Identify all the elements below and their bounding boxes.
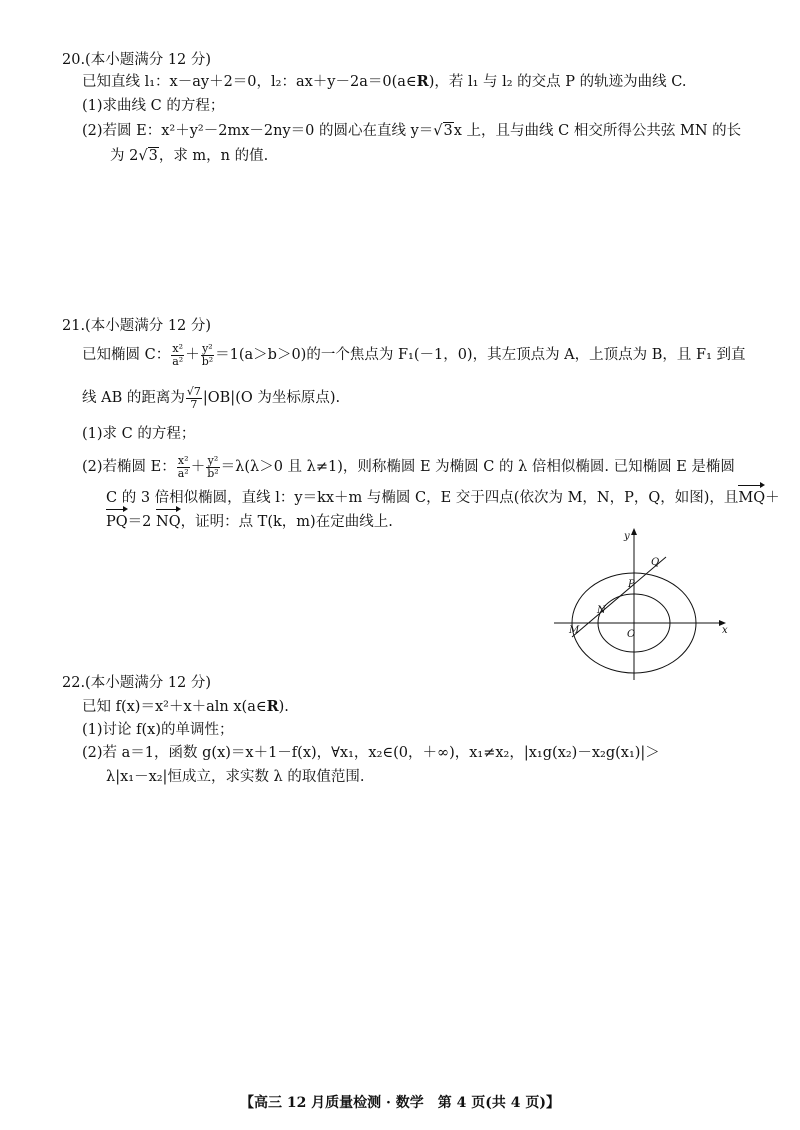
label-y: y xyxy=(624,531,630,542)
q22-statement xyxy=(82,697,289,717)
q21-p2-text-d: ＝2 xyxy=(127,514,156,530)
q21-frac-y-num: y² xyxy=(202,341,213,355)
label-n: N xyxy=(597,605,606,616)
q21-part1: (1)求 C 的方程； xyxy=(82,426,196,442)
q20-part2-text-b: x 上，且与曲线 C 相交所得公共弦 MN 的长 xyxy=(453,123,742,139)
q21-statement-line2 xyxy=(82,383,340,413)
q21-p2-frac-y-num: y² xyxy=(207,453,219,467)
q21-frac-sqrt7 xyxy=(186,386,202,411)
q22-part2-line2: λ|x₁－x₂|恒成立，求实数 λ 的取值范围. xyxy=(106,769,365,785)
label-x: x xyxy=(722,625,728,636)
q21-frac-x xyxy=(171,343,184,368)
q21-p2-frac-y xyxy=(206,455,219,480)
label-p: P xyxy=(628,579,635,590)
label-q: Q xyxy=(651,557,660,568)
q21-frac-x-den: a² xyxy=(172,354,184,368)
q21-text-b: ＝1(a＞b＞0)的一个焦点为 F₁(－1，0)，其左顶点为 A，上顶点为 B，且 F₁ 到直 xyxy=(215,347,746,363)
y-axis-arrow xyxy=(631,528,637,535)
q21-part2-line1 xyxy=(82,452,735,482)
q20-statement-text: 已知直线 l₁：x－ay＋2＝0，l₂：ax＋y－2a＝0(a∈ xyxy=(82,74,417,90)
vector-pq: PQ xyxy=(106,514,128,530)
q20-part2-text-c1: 为 2 xyxy=(110,148,139,164)
q21-p2-frac-x-num: x² xyxy=(177,453,189,467)
q21-part2-line2 xyxy=(106,488,780,508)
q22-text-b: ). xyxy=(278,699,289,715)
q21-frac-x-num: x² xyxy=(172,341,184,355)
q20-statement-end: )，若 l₁ 与 l₂ 的交点 P 的轨迹为曲线 C. xyxy=(428,74,687,90)
q21-frac-y xyxy=(201,343,214,368)
ellipse-figure xyxy=(548,525,738,685)
q20-part2-line2: 为 2√3，求 m，n 的值. xyxy=(110,148,269,164)
q21-statement-line1 xyxy=(82,340,746,370)
label-o: O xyxy=(627,629,636,640)
q21-frac-sqrt7-den: 7 xyxy=(190,397,198,411)
q20-real-set: R xyxy=(416,73,429,90)
q21-text-c: 线 AB 的距离为 xyxy=(82,390,185,406)
q22-real-set: R xyxy=(266,698,279,715)
q20-part2-line1: (2)若圆 E：x²＋y²－2mx－2ny＝0 的圆心在直线 y＝√3x 上，且与曲线 C 相交所得公共弦 MN 的长 xyxy=(82,123,742,139)
q21-text-d: |OB|(O 为坐标原点). xyxy=(202,390,341,406)
line-l xyxy=(572,557,666,637)
q21-text-a: 已知椭圆 C： xyxy=(82,347,171,363)
q21-title: 21.(本小题满分 12 分) xyxy=(62,318,212,334)
q21-p2-text-e: ，证明：点 T(k，m)在定曲线上. xyxy=(180,514,393,530)
q21-p2-frac-y-den: b² xyxy=(207,466,219,480)
q20-statement xyxy=(82,72,686,92)
q20-part2-text-a: (2)若圆 E：x²＋y²－2mx－2ny＝0 的圆心在直线 y＝ xyxy=(82,123,434,139)
q20-part1: (1)求曲线 C 的方程； xyxy=(82,98,225,114)
q20-part2-text-c2: ，求 m，n 的值. xyxy=(158,148,269,164)
q20-sqrt3: 3 xyxy=(443,123,453,139)
q21-p2-plus: ＋ xyxy=(190,459,206,475)
q21-p2-text-c: C 的 3 倍相似椭圆，直线 l：y＝kx＋m 与椭圆 C，E 交于四点(依次为 M，N，P，Q，如图)，且 xyxy=(106,490,739,506)
q22-part2-line1: (2)若 a＝1，函数 g(x)＝x＋1－f(x)，∀x₁，x₂∈(0，＋∞)，x₁≠x₂，|x₁g(x₂)－x₂g(x₁)|＞ xyxy=(82,745,660,761)
q22-part1: (1)讨论 f(x)的单调性； xyxy=(82,722,234,738)
q20-sqrt3-b: 3 xyxy=(148,148,158,164)
page-footer: 【高三 12 月质量检测 · 数学 第 4 页(共 4 页)】 xyxy=(239,1095,561,1111)
q21-p2-text-b: ＝λ(λ＞0 且 λ≠1)，则称椭圆 E 为椭圆 C 的 λ 倍相似椭圆. 已知椭圆 E 是椭圆 xyxy=(220,459,735,475)
q21-plus: ＋ xyxy=(185,347,200,363)
q21-p2-frac-x-den: a² xyxy=(177,466,189,480)
q22-title: 22.(本小题满分 12 分) xyxy=(62,675,212,691)
q20-title: 20.(本小题满分 12 分) xyxy=(62,52,212,68)
q21-frac-sqrt7-num: √7 xyxy=(186,384,201,398)
q21-p2-plus2: ＋ xyxy=(765,490,780,506)
q22-text-a: 已知 f(x)＝x²＋x＋aln x(a∈ xyxy=(82,699,267,715)
vector-mq: MQ xyxy=(738,490,766,506)
q21-part2-line3 xyxy=(106,512,393,532)
vector-nq: NQ xyxy=(156,514,181,530)
label-m: M xyxy=(569,625,580,636)
q21-p2-frac-x xyxy=(177,455,190,480)
q21-p2-text-a: (2)若椭圆 E： xyxy=(82,459,176,475)
q21-frac-y-den: b² xyxy=(201,354,214,368)
